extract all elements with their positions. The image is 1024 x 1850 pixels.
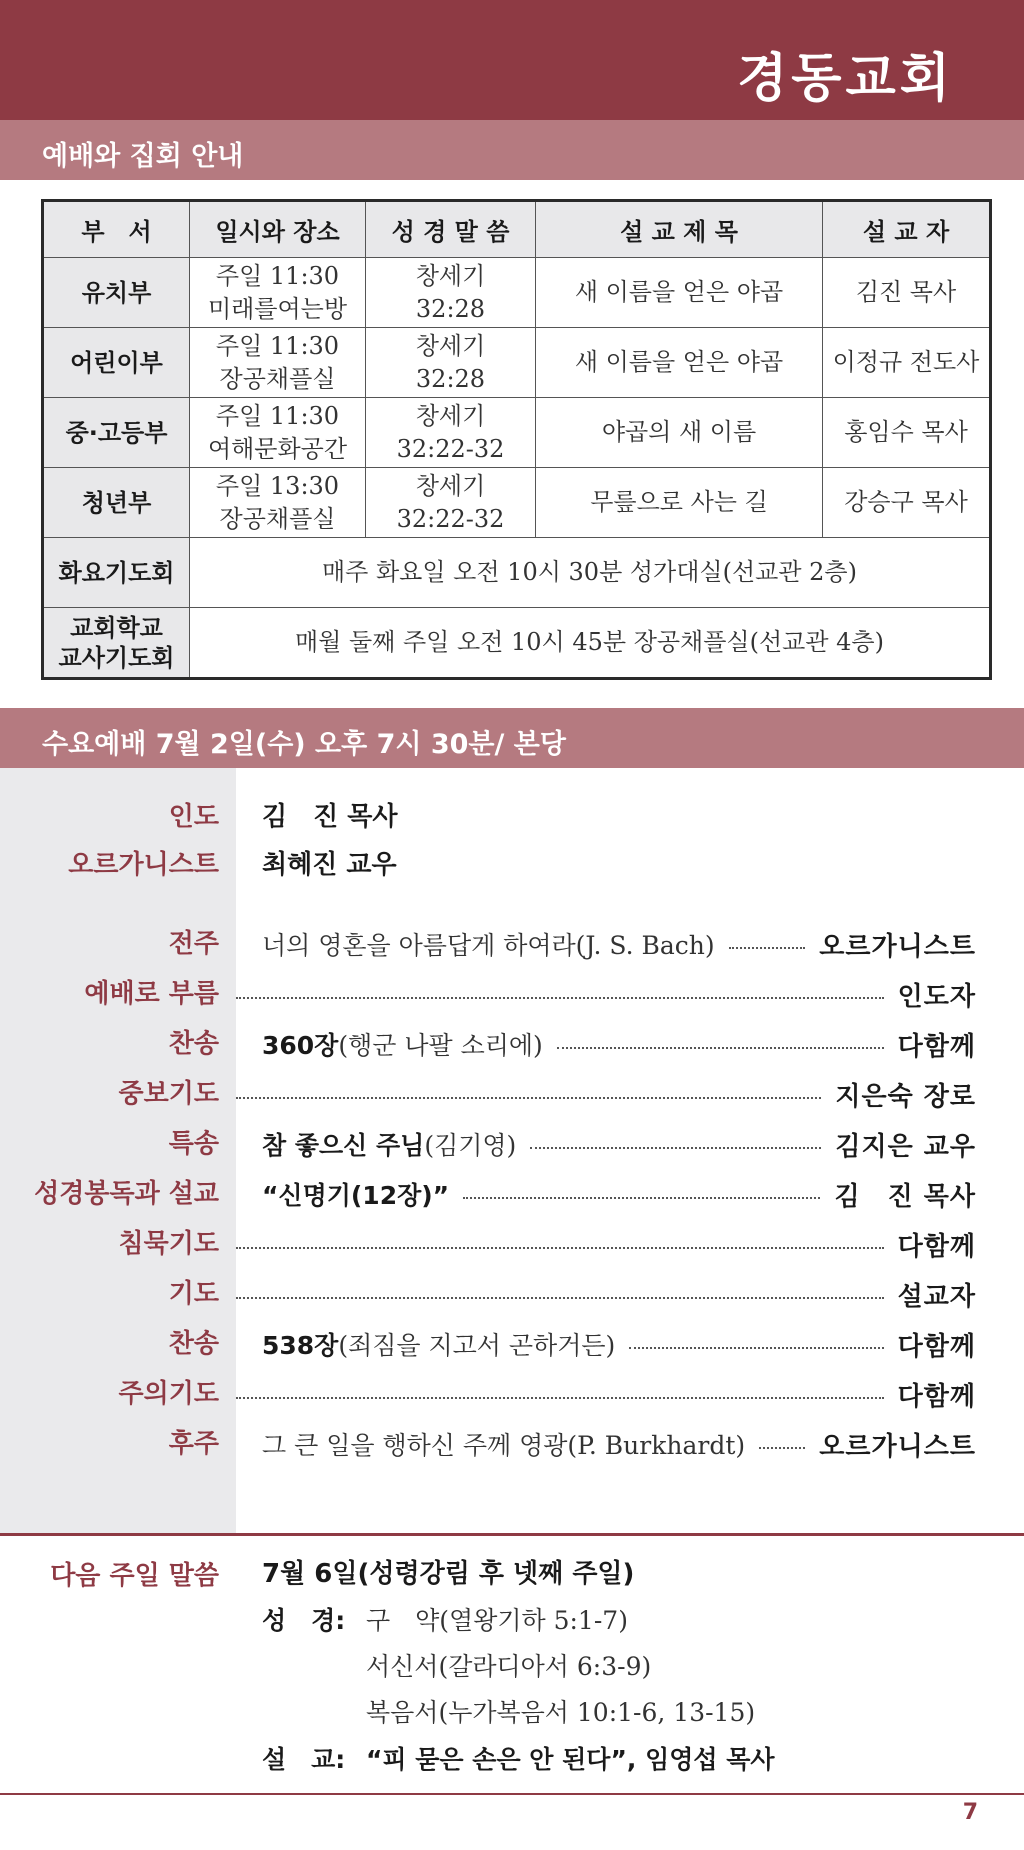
dept-cell: 청년부 <box>43 468 190 538</box>
leader-dots <box>236 1297 884 1299</box>
order-title: 360장(행군 나팔 소리에) <box>262 1031 543 1060</box>
order-label: 중보기도 <box>118 1079 219 1109</box>
leader-dots <box>530 1147 821 1149</box>
scripture-cell: 창세기 32:22-32 <box>366 398 536 468</box>
leader-dots <box>463 1197 820 1199</box>
order-performer: 다함께 <box>897 1031 976 1062</box>
meeting-info-cell: 매월 둘째 주일 오전 10시 45분 장공채플실(선교관 4층) <box>190 608 991 679</box>
order-label: 찬송 <box>168 1029 219 1059</box>
time-cell: 주일 13:30 장공채플실 <box>190 468 366 538</box>
schedule-table <box>41 199 992 680</box>
header-title: 설 교 제 목 <box>536 201 823 258</box>
order-item <box>0 1124 1024 1164</box>
meeting-row <box>43 608 991 679</box>
header-time: 일시와 장소 <box>190 201 366 258</box>
order-title: 참 좋으신 주님(김기영) <box>262 1131 517 1160</box>
title-cell: 새 이름을 얻은 야곱 <box>536 258 823 328</box>
order-performer: 설교자 <box>897 1281 976 1312</box>
section-header-wednesday <box>0 708 1024 768</box>
leader-row <box>0 845 1024 885</box>
next-sunday-label: 다음 주일 말씀 <box>50 1561 219 1591</box>
meeting-dept-cell: 화요기도회 <box>43 538 190 608</box>
order-item <box>0 1374 1024 1414</box>
dept-cell: 어린이부 <box>43 328 190 398</box>
time-cell: 주일 11:30 미래를여는방 <box>190 258 366 328</box>
preacher-cell: 김진 목사 <box>823 258 991 328</box>
preacher-cell: 이정규 전도사 <box>823 328 991 398</box>
title-cell: 야곱의 새 이름 <box>536 398 823 468</box>
leader-dots <box>629 1347 883 1349</box>
header-scripture: 성 경 말 씀 <box>366 201 536 258</box>
meeting-dept-cell: 교회학교 교사기도회 <box>43 608 190 679</box>
order-label: 주의기도 <box>118 1379 219 1409</box>
preacher-cell: 홍임수 목사 <box>823 398 991 468</box>
leader-label: 오르가니스트 <box>68 850 219 880</box>
leader-dots <box>729 947 806 949</box>
sermon-title: “피 묻은 손은 안 된다”, 임영섭 목사 <box>366 1745 775 1774</box>
order-performer: 오르가니스트 <box>819 1431 976 1462</box>
footer-divider <box>0 1793 1024 1795</box>
order-label: 특송 <box>168 1129 219 1159</box>
order-title: 너의 영혼을 아름답게 하여라(J. S. Bach) <box>262 931 715 960</box>
order-label: 침묵기도 <box>118 1229 219 1259</box>
scripture-cell: 창세기 32:22-32 <box>366 468 536 538</box>
order-item <box>0 1024 1024 1064</box>
dept-cell: 중·고등부 <box>43 398 190 468</box>
order-item <box>0 924 1024 964</box>
leader-dots <box>236 1397 884 1399</box>
meeting-row <box>43 538 991 608</box>
sermon-key: 설 교: <box>262 1745 346 1774</box>
order-performer: 김지은 교우 <box>835 1131 976 1162</box>
order-performer: 지은숙 장로 <box>835 1081 976 1112</box>
next-sunday-date: 7월 6일(성령강림 후 넷째 주일) <box>262 1559 635 1589</box>
header-dept: 부 서 <box>43 201 190 258</box>
order-label: 성경봉독과 설교 <box>34 1179 219 1209</box>
table-row <box>43 258 991 328</box>
order-title: “신명기(12장)” <box>262 1181 450 1210</box>
leader-dots <box>557 1047 884 1049</box>
scripture-ot: 구 약(열왕기하 5:1-7) <box>366 1606 628 1635</box>
leader-dots <box>236 1247 884 1249</box>
order-item <box>0 1174 1024 1214</box>
leader-label: 인도 <box>168 802 219 832</box>
church-name: 경동교회 <box>737 49 954 109</box>
meeting-info-cell: 매주 화요일 오전 10시 30분 성가대실(선교관 2층) <box>190 538 991 608</box>
order-label: 예배로 부름 <box>84 979 219 1009</box>
scripture-cell: 창세기 32:28 <box>366 258 536 328</box>
scripture-line <box>262 1601 628 1637</box>
title-cell: 무릎으로 사는 길 <box>536 468 823 538</box>
section-header-worship <box>0 120 1024 180</box>
scripture-key: 성 경: <box>262 1606 346 1635</box>
title-cell: 새 이름을 얻은 야곱 <box>536 328 823 398</box>
time-cell: 주일 11:30 여해문화공간 <box>190 398 366 468</box>
header-preacher: 설 교 자 <box>823 201 991 258</box>
order-label: 후주 <box>168 1429 219 1459</box>
order-performer: 다함께 <box>897 1381 976 1412</box>
order-item <box>0 1324 1024 1364</box>
leader-dots <box>759 1447 805 1449</box>
table-row <box>43 468 991 538</box>
sermon-line <box>262 1740 775 1776</box>
order-item <box>0 1074 1024 1114</box>
table-header-row <box>43 201 991 258</box>
leader-name: 김 진 목사 <box>262 802 398 832</box>
scripture-epistle: 서신서(갈라디아서 6:3-9) <box>366 1652 652 1681</box>
order-label: 기도 <box>168 1279 219 1309</box>
section-title: 예배와 집회 안내 <box>42 141 244 172</box>
table-row <box>43 398 991 468</box>
scripture-line <box>366 1647 651 1683</box>
header-bar <box>0 0 1024 120</box>
order-label: 찬송 <box>168 1329 219 1359</box>
dept-cell: 유치부 <box>43 258 190 328</box>
leader-dots <box>236 1097 821 1099</box>
order-performer: 오르가니스트 <box>819 931 976 962</box>
order-performer: 다함께 <box>897 1231 976 1262</box>
order-item <box>0 974 1024 1014</box>
order-label: 전주 <box>168 929 219 959</box>
order-performer: 김 진 목사 <box>834 1181 976 1212</box>
time-cell: 주일 11:30 장공채플실 <box>190 328 366 398</box>
scripture-gospel: 복음서(누가복음서 10:1-6, 13-15) <box>366 1698 756 1727</box>
order-item <box>0 1274 1024 1314</box>
section-title: 수요예배 7월 2일(수) 오후 7시 30분/ 본당 <box>42 729 566 760</box>
leader-row <box>0 797 1024 837</box>
order-performer: 다함께 <box>897 1331 976 1362</box>
order-item <box>0 1224 1024 1264</box>
preacher-cell: 강승구 목사 <box>823 468 991 538</box>
order-item <box>0 1424 1024 1464</box>
scripture-line <box>366 1693 755 1729</box>
table-row <box>43 328 991 398</box>
scripture-cell: 창세기 32:28 <box>366 328 536 398</box>
order-performer: 인도자 <box>897 981 976 1012</box>
section-divider <box>0 1533 1024 1536</box>
page-number: 7 <box>962 1800 978 1825</box>
order-title: 그 큰 일을 행하신 주께 영광(P. Burkhardt) <box>262 1431 746 1460</box>
leader-dots <box>236 997 884 999</box>
leader-name: 최혜진 교우 <box>262 850 397 880</box>
order-title: 538장(죄짐을 지고서 곤하거든) <box>262 1331 616 1360</box>
